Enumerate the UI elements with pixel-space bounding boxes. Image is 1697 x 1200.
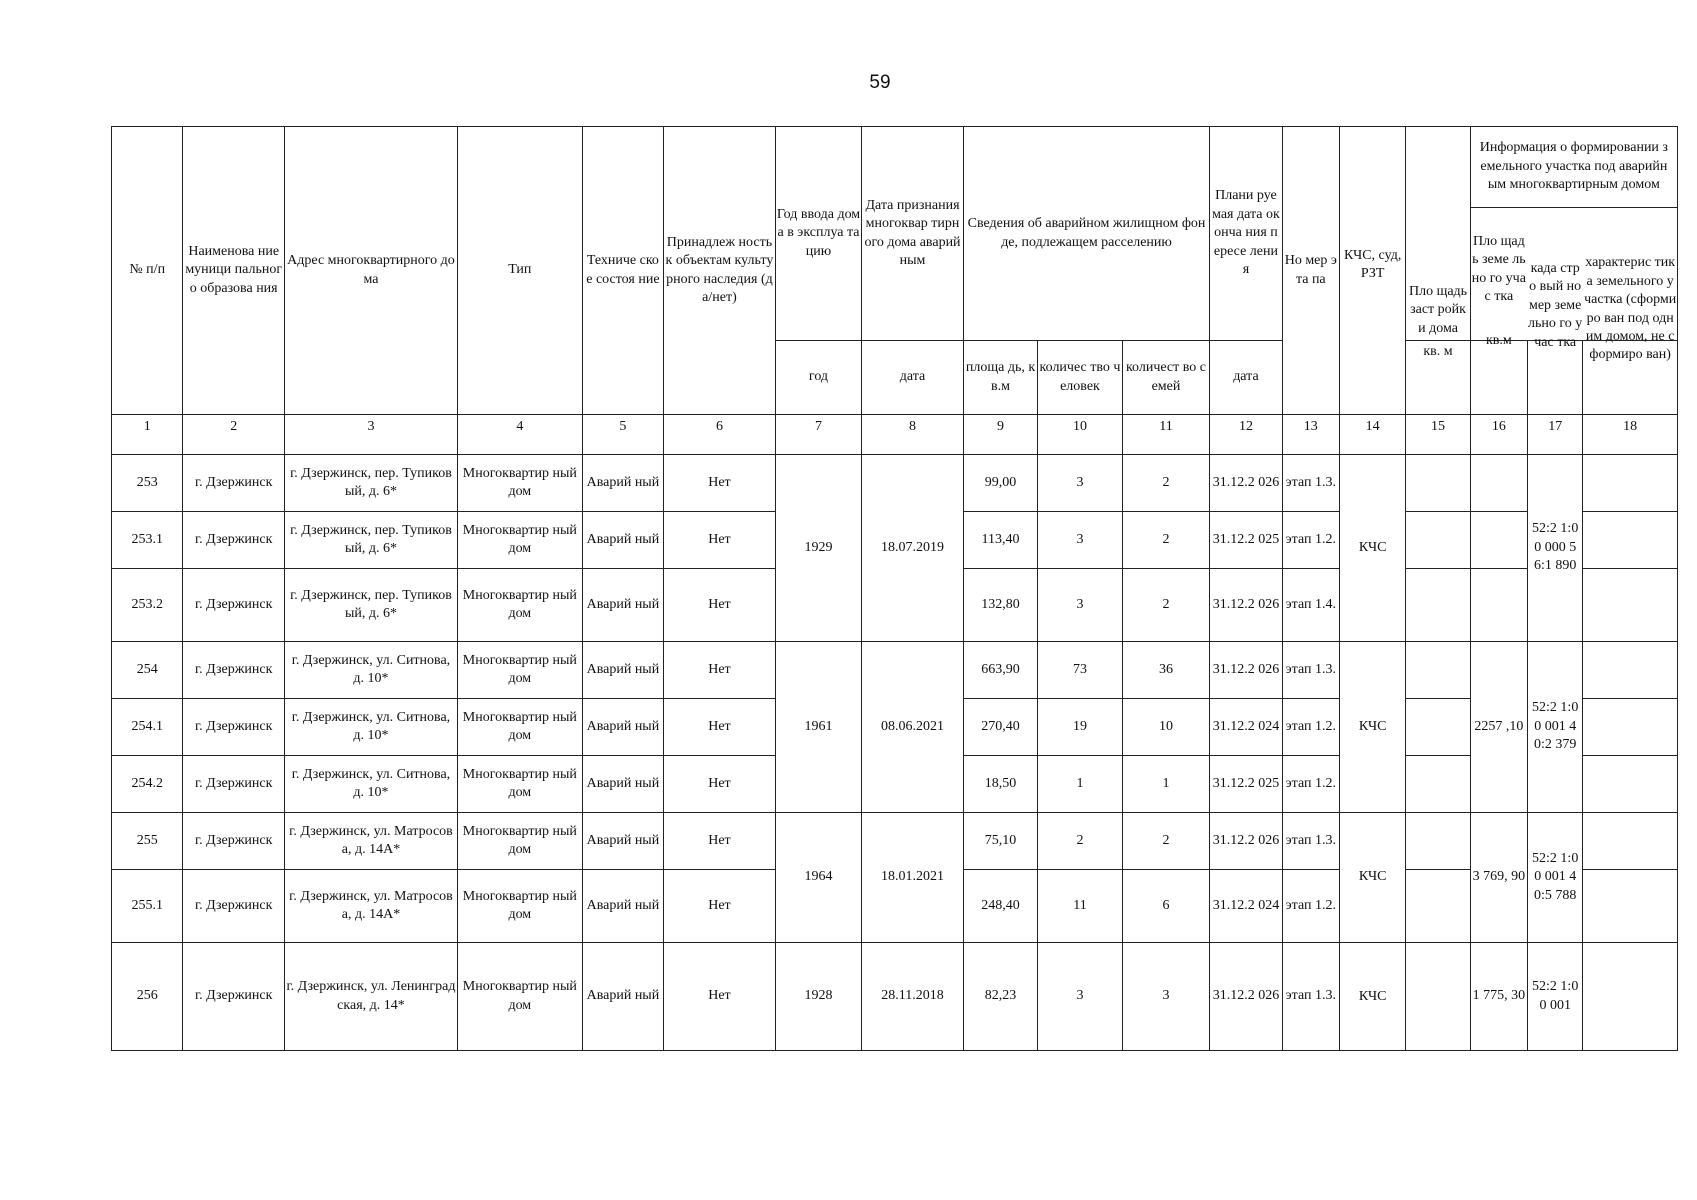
families: 36: [1122, 642, 1210, 699]
heritage: Нет: [664, 642, 776, 699]
land-char: [1583, 756, 1678, 813]
land-area: [1470, 455, 1527, 512]
table-row: [112, 943, 1678, 1051]
planned-date: 31.12.2 025: [1210, 512, 1282, 569]
row-number: 254: [112, 642, 183, 699]
address: г. Дзержинск, ул. Ситнова, д. 10*: [284, 642, 457, 699]
year-built: 1928: [775, 943, 861, 1051]
colnum: 14: [1339, 415, 1405, 455]
planned-date: 31.12.2 024: [1210, 870, 1282, 943]
people: 3: [1038, 512, 1122, 569]
header-families: количест во семей: [1122, 341, 1210, 415]
condition: Аварий ный: [582, 756, 663, 813]
kchs: КЧС: [1339, 943, 1405, 1051]
header-num: № п/п: [112, 127, 183, 415]
header-kchs: КЧС, суд, РЗТ: [1339, 127, 1405, 415]
colnum: 17: [1528, 415, 1583, 455]
address: г. Дзержинск, пер. Тупиковый, д. 6*: [284, 455, 457, 512]
families: 2: [1122, 512, 1210, 569]
heritage: Нет: [664, 813, 776, 870]
condition: Аварий ный: [582, 642, 663, 699]
header-heritage: Принадлеж ность к объектам культурного наследия (да/нет): [664, 127, 776, 415]
stage: этап 1.2.: [1282, 870, 1339, 943]
stage: этап 1.3.: [1282, 813, 1339, 870]
cadastral-number: 52:2 1:00 001 40:5 788: [1528, 813, 1583, 943]
people: 3: [1038, 569, 1122, 642]
year-built: 1961: [775, 642, 861, 813]
build-area: [1406, 512, 1470, 569]
header-build-area: Пло щадь заст ройки дома: [1406, 127, 1470, 341]
municipality: г. Дзержинск: [183, 699, 285, 756]
recognized-date: 08.06.2021: [862, 642, 964, 813]
families: 1: [1122, 756, 1210, 813]
header-cadastral: када стро вый но мер земе льно го учас тка: [1528, 260, 1583, 350]
area: 82,23: [963, 943, 1037, 1051]
stage: этап 1.3.: [1282, 943, 1339, 1051]
header-stage-number: Но мер эта па: [1282, 127, 1339, 415]
municipality: г. Дзержинск: [183, 642, 285, 699]
stage: этап 1.2.: [1282, 512, 1339, 569]
area: 113,40: [963, 512, 1037, 569]
row-number: 255.1: [112, 870, 183, 943]
condition: Аварий ный: [582, 943, 663, 1051]
header-build-area-unit: кв. м: [1406, 341, 1470, 415]
area: 663,90: [963, 642, 1037, 699]
heritage: Нет: [664, 756, 776, 813]
header-type: Тип: [457, 127, 582, 415]
build-area: [1406, 569, 1470, 642]
heritage: Нет: [664, 699, 776, 756]
heritage: Нет: [664, 943, 776, 1051]
build-area: [1406, 642, 1470, 699]
area: 99,00: [963, 455, 1037, 512]
land-area: [1470, 569, 1527, 642]
header-year-built: Год ввода дома в эксплуа тацию: [775, 127, 861, 341]
area: 270,40: [963, 699, 1037, 756]
colnum: 7: [775, 415, 861, 455]
header-planned-end: Плани руемая дата оконча ния пересе ления: [1210, 127, 1282, 341]
house-type: Многоквартир ный дом: [457, 756, 582, 813]
kchs: КЧС: [1339, 455, 1405, 642]
people: 2: [1038, 813, 1122, 870]
kchs: КЧС: [1339, 642, 1405, 813]
header-land-area-unit: кв.м: [1485, 333, 1512, 348]
header-year: год: [775, 341, 861, 415]
families: 10: [1122, 699, 1210, 756]
land-area: 3 769, 90: [1470, 813, 1527, 943]
condition: Аварий ный: [582, 699, 663, 756]
municipality: г. Дзержинск: [183, 870, 285, 943]
area: 75,10: [963, 813, 1037, 870]
address: г. Дзержинск, ул. Матросова, д. 14А*: [284, 870, 457, 943]
people: 1: [1038, 756, 1122, 813]
header-date: дата: [862, 341, 964, 415]
area: 248,40: [963, 870, 1037, 943]
colnum: 8: [862, 415, 964, 455]
land-char: [1583, 870, 1678, 943]
house-type: Многоквартир ный дом: [457, 512, 582, 569]
header-condition: Техниче ское состоя ние: [582, 127, 663, 415]
colnum: 15: [1406, 415, 1470, 455]
header-people: количес тво человек: [1038, 341, 1122, 415]
row-number: 253.2: [112, 569, 183, 642]
header-plan-date: дата: [1210, 341, 1282, 415]
header-address: Адрес многоквартирного дома: [284, 127, 457, 415]
row-number: 253: [112, 455, 183, 512]
families: 2: [1122, 569, 1210, 642]
header-land-char-cell: [1583, 255, 1678, 415]
header-municipality: Наименова ние муници пального образова ния: [183, 127, 285, 415]
recognized-date: 28.11.2018: [862, 943, 964, 1051]
cadastral-number: 52:2 1:00 000 56:1 890: [1528, 455, 1583, 642]
address: г. Дзержинск, ул. Ситнова, д. 10*: [284, 756, 457, 813]
stage: этап 1.3.: [1282, 642, 1339, 699]
condition: Аварий ный: [582, 870, 663, 943]
planned-date: 31.12.2 024: [1210, 699, 1282, 756]
heritage: Нет: [664, 455, 776, 512]
row-number: 254.2: [112, 756, 183, 813]
recognized-date: 18.07.2019: [862, 455, 964, 642]
stage: этап 1.2.: [1282, 756, 1339, 813]
cadastral-number: 52:2 1:00 001 40:2 379: [1528, 642, 1583, 813]
house-type: Многоквартир ный дом: [457, 455, 582, 512]
families: 2: [1122, 813, 1210, 870]
address: г. Дзержинск, ул. Ситнова, д. 10*: [284, 699, 457, 756]
planned-date: 31.12.2 026: [1210, 642, 1282, 699]
colnum: 11: [1122, 415, 1210, 455]
house-type: Многоквартир ный дом: [457, 642, 582, 699]
planned-date: 31.12.2 026: [1210, 943, 1282, 1051]
colnum: 4: [457, 415, 582, 455]
colnum: 5: [582, 415, 663, 455]
condition: Аварий ный: [582, 813, 663, 870]
colnum: 6: [664, 415, 776, 455]
area: 18,50: [963, 756, 1037, 813]
heritage: Нет: [664, 512, 776, 569]
condition: Аварий ный: [582, 569, 663, 642]
table-row: [112, 813, 1678, 870]
house-type: Многоквартир ный дом: [457, 870, 582, 943]
municipality: г. Дзержинск: [183, 943, 285, 1051]
planned-date: 31.12.2 026: [1210, 813, 1282, 870]
build-area: [1406, 943, 1470, 1051]
planned-date: 31.12.2 025: [1210, 756, 1282, 813]
people: 11: [1038, 870, 1122, 943]
colnum: 1: [112, 415, 183, 455]
colnum: 2: [183, 415, 285, 455]
row-number: 256: [112, 943, 183, 1051]
year-built: 1929: [775, 455, 861, 642]
heritage: Нет: [664, 870, 776, 943]
build-area: [1406, 455, 1470, 512]
address: г. Дзержинск, ул. Матросова, д. 14А*: [284, 813, 457, 870]
stage: этап 1.2.: [1282, 699, 1339, 756]
house-type: Многоквартир ный дом: [457, 943, 582, 1051]
municipality: г. Дзержинск: [183, 569, 285, 642]
land-area: [1470, 512, 1527, 569]
area: 132,80: [963, 569, 1037, 642]
table-row: [112, 642, 1678, 699]
heritage: Нет: [664, 569, 776, 642]
header-land-info: Информация о формировании земельного участка под аварийным многоквартирным домом: [1471, 127, 1677, 208]
address: г. Дзержинск, пер. Тупиковый, д. 6*: [284, 569, 457, 642]
kchs: КЧС: [1339, 813, 1405, 943]
municipality: г. Дзержинск: [183, 813, 285, 870]
condition: Аварий ный: [582, 512, 663, 569]
header-recognized: Дата признания многоквар тирного дома аварийным: [862, 127, 964, 341]
address: г. Дзержинск, пер. Тупиковый, д. 6*: [284, 512, 457, 569]
people: 73: [1038, 642, 1122, 699]
municipality: г. Дзержинск: [183, 455, 285, 512]
land-char: [1583, 642, 1678, 699]
stage: этап 1.3.: [1282, 455, 1339, 512]
land-char: [1583, 569, 1678, 642]
header-land-area: Пло щадь земе льно го учас тка: [1471, 233, 1526, 304]
land-char: [1583, 943, 1678, 1051]
header-housing-info: Сведения об аварийном жилищном фонде, подлежащем расселению: [963, 127, 1209, 341]
header-land-char: характерис тика земельного участка (сформиро ван под одним домом, не сформиро ван): [1584, 255, 1677, 363]
header-cadastral-cell: [1528, 260, 1583, 415]
row-number: 255: [112, 813, 183, 870]
people: 3: [1038, 943, 1122, 1051]
build-area: [1406, 699, 1470, 756]
colnum: 10: [1038, 415, 1122, 455]
colnum: 18: [1583, 415, 1678, 455]
row-number: 253.1: [112, 512, 183, 569]
municipality: г. Дзержинск: [183, 512, 285, 569]
colnum: 16: [1470, 415, 1527, 455]
stage: этап 1.4.: [1282, 569, 1339, 642]
families: 2: [1122, 455, 1210, 512]
row-number: 254.1: [112, 699, 183, 756]
land-char: [1583, 699, 1678, 756]
planned-date: 31.12.2 026: [1210, 569, 1282, 642]
recognized-date: 18.01.2021: [862, 813, 964, 943]
families: 6: [1122, 870, 1210, 943]
people: 19: [1038, 699, 1122, 756]
header-area: площа дь, кв.м: [963, 341, 1037, 415]
families: 3: [1122, 943, 1210, 1051]
planned-date: 31.12.2 026: [1210, 455, 1282, 512]
cadastral-number: 52:2 1:00 001: [1528, 943, 1583, 1051]
house-type: Многоквартир ный дом: [457, 813, 582, 870]
municipality: г. Дзержинск: [183, 756, 285, 813]
house-type: Многоквартир ный дом: [457, 569, 582, 642]
land-char: [1583, 813, 1678, 870]
build-area: [1406, 870, 1470, 943]
colnum: 3: [284, 415, 457, 455]
colnum: 13: [1282, 415, 1339, 455]
people: 3: [1038, 455, 1122, 512]
column-numbers-row: [112, 415, 1678, 455]
land-char: [1583, 455, 1678, 512]
condition: Аварий ный: [582, 455, 663, 512]
colnum: 9: [963, 415, 1037, 455]
address: г. Дзержинск, ул. Ленинградская, д. 14*: [284, 943, 457, 1051]
build-area: [1406, 756, 1470, 813]
colnum: 12: [1210, 415, 1282, 455]
land-char: [1583, 512, 1678, 569]
build-area: [1406, 813, 1470, 870]
house-type: Многоквартир ный дом: [457, 699, 582, 756]
year-built: 1964: [775, 813, 861, 943]
page-number: 59: [869, 72, 891, 93]
table-row: [112, 455, 1678, 512]
header-land-area-cell: [1470, 233, 1527, 415]
land-area: 2257 ,10: [1470, 642, 1527, 813]
emergency-housing-table: [111, 126, 1678, 1051]
land-area: 1 775, 30: [1470, 943, 1527, 1051]
